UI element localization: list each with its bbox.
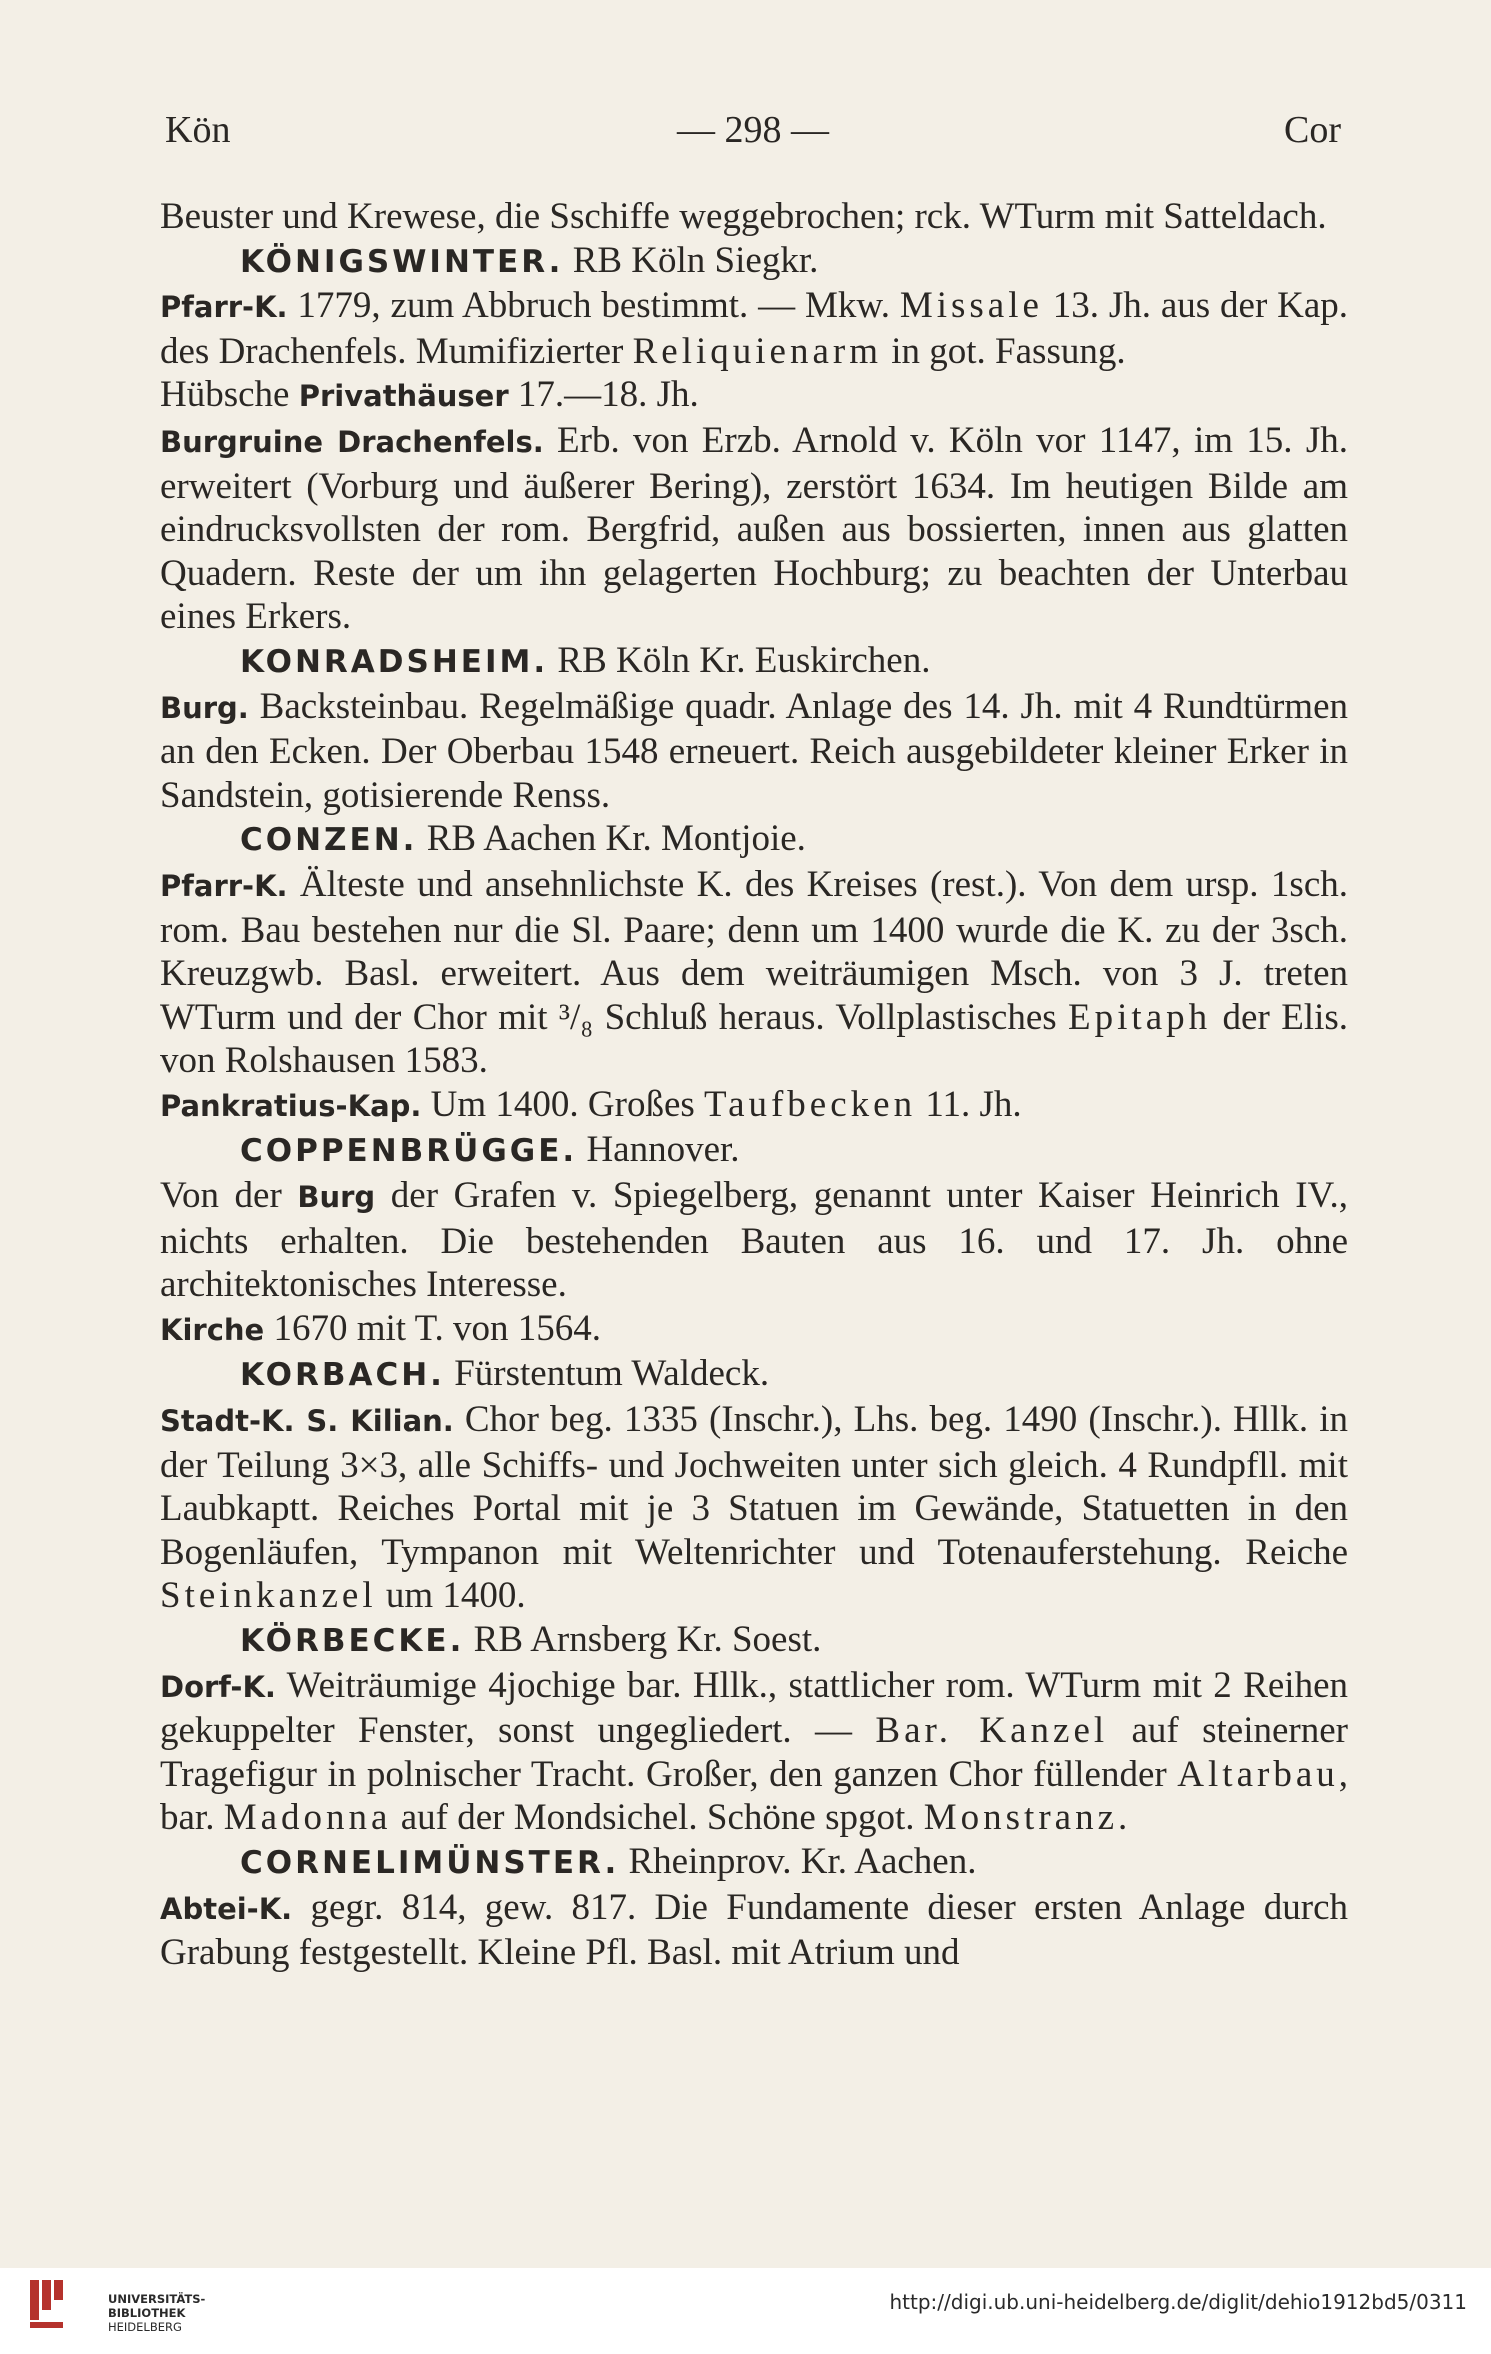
library-emblem-icon [28, 2278, 72, 2332]
entry-paragraph [160, 1307, 1348, 1353]
text-run: . [1118, 1797, 1128, 1839]
place-name: KÖRBECKE. [240, 1623, 465, 1659]
text-run: Beuster und Krewese, die Sschiffe weggebrochen; rck. WTurm mit Satteldach. [160, 196, 1327, 237]
object-label: Pfarr-K. [160, 290, 288, 325]
text-run: RB Köln Kr. Euskirchen. [548, 639, 931, 681]
object-label: Pankratius-Kap. [160, 1088, 422, 1123]
object-label: Dorf-K. [160, 1669, 276, 1704]
running-head-right: Cor [1284, 109, 1341, 151]
text-run: , bar. [160, 1753, 1348, 1839]
running-head [165, 104, 1341, 156]
spaced-term: Altarbau [1177, 1753, 1339, 1795]
place-heading [160, 1840, 1348, 1886]
text-run: Hübsche [160, 374, 299, 416]
text-run: RB Arnsberg Kr. Soest. [464, 1619, 822, 1660]
entry-paragraph [160, 1083, 1348, 1129]
entry-paragraph [160, 685, 1348, 818]
text-run: Erb. von Erzb. Arnold v. Köln vor 1147, im 15. Jh. erweitert (Vorburg und äußerer Bering), zerstört 1634. Im heutigen Bilde am eindrucksvollsten der rom. Bergfrid, außen aus bossierten, innen aus glatten Quadern. Reste der um ihn gelagerten Hochburg; zu beachten der Unterbau eines Erkers. [160, 419, 1348, 638]
text-run: RB Aachen Kr. Montjoie. [417, 818, 806, 860]
text-run: Älteste und ansehnlichste K. des Kreises (rest.). Von dem ursp. 1sch. rom. Bau bestehen nur die Sl. Paare; denn um 1400 wurde die K. zu der 3sch. Kreuzgwb. Basl. erweitert. Aus dem weiträumigen Msch. von 3 J. treten WTurm und der Chor mit ³/₈ Schluß heraus. Vollplastisches [160, 863, 1348, 1038]
spaced-term: Bar. Kanzel [875, 1710, 1109, 1752]
place-name: CONZEN. [240, 822, 418, 859]
footer-bar [0, 2268, 1491, 2354]
place-heading [160, 817, 1348, 863]
text-run: Weiträumige 4jochige bar. Hllk., stattlicher rom. WTurm mit 2 Reihen gekuppelter Fenster, sonst ungegliedert. — [160, 1664, 1348, 1752]
entry-paragraph [160, 419, 1348, 639]
logo-line-3: HEIDELBERG [108, 2320, 182, 2334]
place-heading [160, 1618, 1348, 1664]
entry-paragraph [160, 863, 1348, 1083]
text-run: Chor beg. 1335 (Inschr.), Lhs. beg. 1490 (Inschr.). Hllk. in der Teilung 3×3, alle Schiffs- und Jochweiten unter sich gleich. 4 Rundpfll. mit Laubkaptt. Reiches Portal mit je 3 Statuen im Gewände, Statuetten in den Bogenläufen, Tympanon mit Weltenrichter und Totenauferstehung. Reiche [160, 1399, 1348, 1573]
spaced-term: Taufbecken [704, 1083, 917, 1125]
university-library-logo [28, 2278, 206, 2338]
object-label: Stadt-K. S. Kilian. [160, 1404, 454, 1439]
text-run: um 1400. [376, 1575, 526, 1617]
spaced-term: Monstranz [923, 1797, 1118, 1839]
continued-paragraph [160, 195, 1348, 239]
entry-paragraph [160, 1886, 1348, 1975]
object-label: Abtei-K. [160, 1891, 293, 1926]
place-heading [160, 1352, 1348, 1398]
logo-text [108, 2292, 205, 2334]
object-label: Burg. [160, 690, 249, 725]
spaced-term: Madonna [223, 1797, 392, 1839]
text-run: Um 1400. Großes [421, 1083, 705, 1125]
place-heading [160, 639, 1348, 685]
object-label: Pfarr-K. [160, 868, 288, 903]
text-run: 17.—18. Jh. [508, 374, 699, 416]
logo-line-1: UNIVERSITÄTS- [108, 2292, 206, 2306]
text-run: RB Köln Siegkr. [563, 239, 819, 281]
text-run: in got. Fassung. [881, 330, 1126, 372]
object-label: Burgruine Drachenfels. [160, 424, 544, 459]
entry-paragraph [160, 284, 1348, 373]
text-run: auf steinerner Tragefigur in polnischer Tracht. Großer, den ganzen Chor füllender [160, 1710, 1348, 1795]
entry-paragraph [160, 1398, 1348, 1618]
place-name: CORNELIMÜNSTER. [240, 1844, 620, 1881]
object-label: Kirche [160, 1312, 265, 1347]
body-text [160, 195, 1348, 1975]
text-run: 11. Jh. [916, 1083, 1022, 1125]
place-name: KONRADSHEIM. [240, 643, 549, 680]
place-name: KORBACH. [240, 1357, 445, 1394]
text-run: Fürstentum Waldeck. [444, 1353, 770, 1395]
text-run: Rheinprov. Kr. Aachen. [619, 1840, 977, 1882]
source-url[interactable]: http://digi.ub.uni-heidelberg.de/diglit/dehio1912bd5/0311 [889, 2290, 1467, 2314]
place-name: KÖNIGSWINTER. [240, 243, 564, 280]
entry-paragraph [160, 1174, 1348, 1307]
spaced-term: Epitaph [1068, 996, 1212, 1038]
running-head-left: Kön [165, 109, 231, 151]
text-run: der Grafen v. Spiegelberg, genannt unter Kaiser Heinrich IV., nichts erhalten. Die bestehenden Bauten aus 16. und 17. Jh. ohne architektonisches Interesse. [160, 1175, 1348, 1306]
logo-line-2: BIBLIOTHEK [108, 2306, 186, 2320]
text-run: Von der [160, 1175, 298, 1217]
entry-paragraph [160, 373, 1348, 419]
text-run: Backsteinbau. Regelmäßige quadr. Anlage des 14. Jh. mit 4 Rundtürmen an den Ecken. Der Oberbau 1548 erneuert. Reich ausgebildeter kleiner Erker in Sandstein, gotisierende Renss. [160, 685, 1348, 816]
spaced-term: Missale [899, 285, 1043, 327]
text-run: Hannover. [577, 1129, 740, 1171]
place-heading [160, 239, 1348, 285]
object-label: Burg [297, 1180, 376, 1215]
text-run: 1670 mit T. von 1564. [264, 1307, 601, 1349]
text-run: 13. Jh. aus der Kap. des Drachenfels. Mumifizierter [160, 285, 1349, 372]
entry-paragraph [160, 1664, 1348, 1840]
place-heading [160, 1128, 1348, 1174]
page-number: — 298 — [677, 109, 829, 151]
text-run: 1779, zum Abbruch bestimmt. — Mkw. [287, 285, 900, 327]
text-run: der Elis. von Rolshausen 1583. [160, 996, 1348, 1082]
spaced-term: Reliquienarm [632, 330, 882, 372]
text-run: auf der Mondsichel. Schöne spgot. [391, 1797, 924, 1839]
spaced-term: Steinkanzel [160, 1575, 377, 1617]
text-run: gegr. 814, gew. 817. Die Fundamente dieser ersten Anlage durch Grabung festgestellt. Kleine Pfl. Basl. mit Atrium und [160, 1886, 1348, 1974]
object-label: Privathäuser [298, 379, 509, 414]
place-name: COPPENBRÜGGE. [240, 1133, 578, 1170]
